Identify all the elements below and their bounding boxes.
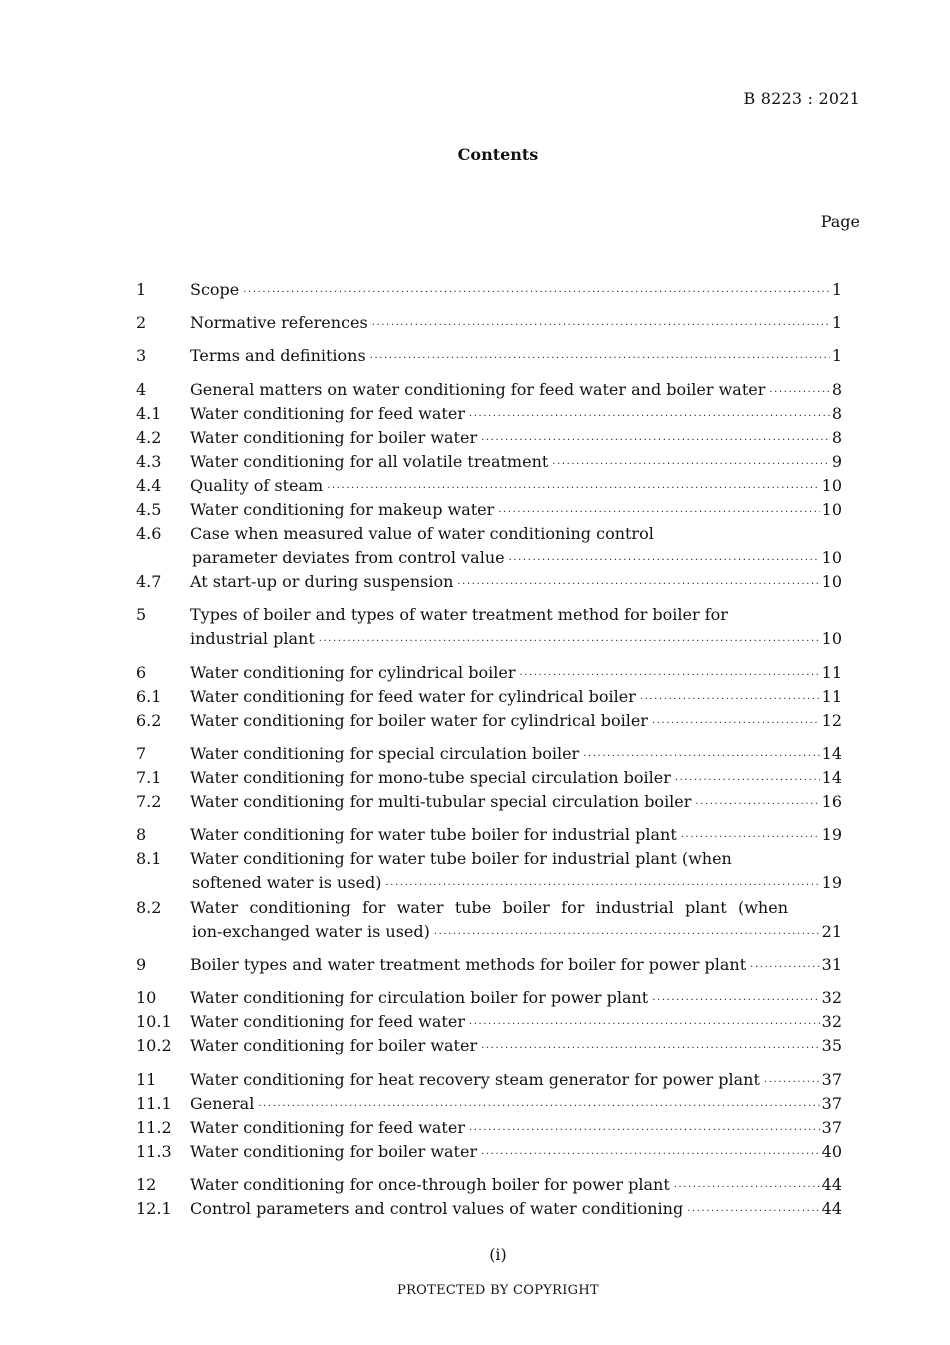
toc-entry-8-1-continued[interactable]: [136, 871, 842, 895]
toc-entry-title: Water conditioning for cylindrical boiler: [190, 663, 516, 682]
toc-entry-title: Water conditioning for water tube boiler for industrial plant (when: [190, 849, 732, 868]
leader-dots: [750, 956, 819, 980]
toc-entry-title: Water conditioning for once-through boiler for power plant: [190, 1175, 670, 1194]
toc-entry-title: Control parameters and control values of water conditioning: [190, 1199, 684, 1218]
toc-entry-7-2[interactable]: [136, 790, 842, 814]
toc-entry-page: 10: [821, 572, 842, 591]
toc-entry-number: 6.1: [136, 687, 162, 706]
toc-entry-4-6[interactable]: [136, 522, 842, 546]
leader-dots: [434, 923, 820, 947]
toc-entry-5[interactable]: [136, 603, 842, 627]
toc-entry-8[interactable]: [136, 823, 842, 847]
toc-entry-12[interactable]: [136, 1173, 842, 1197]
toc-entry-number: 4.2: [136, 428, 162, 447]
toc-entry-number: 8.1: [136, 849, 162, 868]
leader-dots: [243, 281, 830, 305]
toc-entry-number: 10: [136, 988, 157, 1007]
toc-entry-6-2[interactable]: [136, 709, 842, 733]
toc-entry-number: 7: [136, 744, 147, 763]
toc-entry-number: 8: [136, 825, 147, 844]
toc-entry-10-1[interactable]: [136, 1010, 842, 1034]
toc-entry-7[interactable]: [136, 742, 842, 766]
toc-entry-page: 32: [821, 988, 842, 1007]
toc-entry-number: 7.1: [136, 768, 162, 787]
toc-entry-title: Boiler types and water treatment methods for boiler for power plant: [190, 955, 747, 974]
toc-entry-number: 4.6: [136, 524, 162, 543]
toc-entry-title: Normative references: [190, 313, 368, 332]
toc-entry-11-3[interactable]: [136, 1140, 842, 1164]
toc-entry-page: 31: [821, 955, 842, 974]
toc-entry-page: 10: [821, 476, 842, 495]
toc-entry-4-2[interactable]: [136, 426, 842, 450]
toc-entry-number: 4.5: [136, 500, 162, 519]
toc-entry-title: General matters on water conditioning for feed water and boiler water: [190, 380, 766, 399]
toc-entry-page: 10: [821, 629, 842, 648]
toc-entry-number: 10.1: [136, 1012, 172, 1031]
toc-entry-title: Water conditioning for boiler water: [190, 1142, 478, 1161]
toc-entry-4-1[interactable]: [136, 402, 842, 426]
toc-entry-number: 6.2: [136, 711, 162, 730]
toc-entry-title: Water conditioning for boiler water: [190, 1036, 478, 1055]
toc-entry-title: Water conditioning for circulation boiler for power plant: [190, 988, 649, 1007]
toc-entry-number: 12.1: [136, 1199, 172, 1218]
page-column-label: Page: [820, 212, 860, 231]
toc-entry-title: At start-up or during suspension: [190, 572, 454, 591]
toc-entry-number: 11.1: [136, 1094, 172, 1113]
toc-entry-11[interactable]: [136, 1068, 842, 1092]
toc-entry-page: 11: [821, 687, 842, 706]
toc-entry-number: 11.3: [136, 1142, 172, 1161]
toc-entry-page: 10: [821, 548, 842, 567]
toc-entry-page: 8: [831, 380, 842, 399]
toc-entry-number: 9: [136, 955, 147, 974]
leader-dots: [652, 712, 820, 736]
toc-entry-title: Water conditioning for boiler water for cylindrical boiler: [190, 711, 648, 730]
toc-entry-page: 9: [831, 452, 842, 471]
toc-entry-page: 1: [831, 346, 842, 365]
toc-entry-number: 5: [136, 605, 147, 624]
toc-entry-4-7[interactable]: [136, 570, 842, 594]
toc-entry-8-2-continued[interactable]: [136, 920, 842, 944]
leader-dots: [457, 573, 819, 597]
toc-entry-title-continued: softened water is used): [192, 873, 382, 892]
toc-entry-page: 32: [821, 1012, 842, 1031]
toc-entry-page: 16: [821, 792, 842, 811]
toc-entry-page: 8: [831, 428, 842, 447]
toc-entry-title: Water conditioning for feed water for cylindrical boiler: [190, 687, 636, 706]
toc-entry-page: 40: [821, 1142, 842, 1161]
toc-entry-4-3[interactable]: [136, 450, 842, 474]
toc-entry-4[interactable]: [136, 378, 842, 402]
leader-dots: [386, 874, 820, 898]
leader-dots: [370, 347, 830, 371]
toc-entry-title: Water conditioning for feed water: [190, 404, 465, 423]
toc-entry-8-2[interactable]: [136, 896, 842, 920]
leader-dots: [372, 314, 830, 338]
toc-entry-page: 37: [821, 1070, 842, 1089]
toc-entry-page: 37: [821, 1118, 842, 1137]
toc-entry-title: Water conditioning for special circulation boiler: [190, 744, 580, 763]
document-code: B 8223 : 2021: [743, 89, 860, 108]
toc-entry-page: 14: [821, 768, 842, 787]
toc-entry-6-1[interactable]: [136, 685, 842, 709]
toc-entry-title: Water conditioning for mono-tube special circulation boiler: [190, 768, 671, 787]
toc-entry-title-continued: industrial plant: [190, 629, 315, 648]
toc-entry-page: 19: [821, 825, 842, 844]
toc-entry-page: 11: [821, 663, 842, 682]
toc-entry-page: 10: [821, 500, 842, 519]
toc-entry-number: 4.1: [136, 404, 162, 423]
toc-entry-title: Water conditioning for heat recovery steam generator for power plant: [190, 1070, 760, 1089]
toc-entry-number: 4.4: [136, 476, 162, 495]
toc-entry-12-1[interactable]: [136, 1197, 842, 1221]
toc-entry-title: Quality of steam: [190, 476, 324, 495]
toc-entry-title-continued: ion-exchanged water is used): [192, 922, 430, 941]
toc-entry-title: Water conditioning for boiler water: [190, 428, 478, 447]
toc-entry-number: 12: [136, 1175, 157, 1194]
toc-entry-title: General: [190, 1094, 255, 1113]
toc-entry-1[interactable]: [136, 278, 842, 302]
toc-entry-page: 1: [831, 280, 842, 299]
toc-entry-page: 21: [821, 922, 842, 941]
toc-entry-10-2[interactable]: [136, 1034, 842, 1058]
toc-entry-page: 44: [821, 1175, 842, 1194]
toc-entry-page: 35: [821, 1036, 842, 1055]
leader-dots: [481, 1037, 820, 1061]
toc-entry-number: 4.3: [136, 452, 162, 471]
toc-entry-5-continued[interactable]: [136, 627, 842, 651]
toc-entry-page: 8: [831, 404, 842, 423]
toc-entry-title: Water conditioning for makeup water: [190, 500, 495, 519]
toc-entry-title: Types of boiler and types of water treatment method for boiler for: [190, 605, 728, 624]
leader-dots: [481, 1143, 820, 1167]
toc-entry-number: 7.2: [136, 792, 162, 811]
toc-entry-title: Water conditioning for feed water: [190, 1012, 465, 1031]
toc-entry-number: 4: [136, 380, 147, 399]
leader-dots: [687, 1200, 819, 1224]
toc-entry-3[interactable]: [136, 344, 842, 368]
toc-entry-number: 11: [136, 1070, 157, 1089]
toc-entry-11-2[interactable]: [136, 1116, 842, 1140]
toc-entry-10[interactable]: [136, 986, 842, 1010]
toc-entry-page: 37: [821, 1094, 842, 1113]
toc-entry-number: 3: [136, 346, 147, 365]
toc-entry-page: 44: [821, 1199, 842, 1218]
toc-entry-title: Water conditioning for water tube boiler for industrial plant: [190, 825, 677, 844]
toc-entry-9[interactable]: [136, 953, 842, 977]
toc-entry-number: 2: [136, 313, 147, 332]
toc-entry-6[interactable]: [136, 661, 842, 685]
page-title: Contents: [457, 145, 539, 164]
toc-entry-page: 19: [821, 873, 842, 892]
toc-entry-number: 8.2: [136, 898, 162, 917]
toc-entry-title: Water conditioning for feed water: [190, 1118, 465, 1137]
toc-entry-number: 6: [136, 663, 147, 682]
toc-entry-title-continued: parameter deviates from control value: [192, 548, 505, 567]
toc-entry-page: 1: [831, 313, 842, 332]
toc-entry-page: 14: [821, 744, 842, 763]
toc-entry-4-5[interactable]: [136, 498, 842, 522]
toc-entry-title: Case when measured value of water conditioning control: [190, 524, 654, 543]
toc-entry-title: Water conditioning for multi-tubular special circulation boiler: [190, 792, 692, 811]
toc-entry-title: Terms and definitions: [190, 346, 366, 365]
toc-entry-4-6-continued[interactable]: [136, 546, 842, 570]
toc-entry-7-1[interactable]: [136, 766, 842, 790]
toc-entry-title: Water conditioning for water tube boiler for industrial plant (when: [190, 898, 788, 917]
toc-entry-4-4[interactable]: [136, 474, 842, 498]
toc-entry-number: 4.7: [136, 572, 162, 591]
toc-entry-title: Water conditioning for all volatile treatment: [190, 452, 549, 471]
toc-entry-number: 10.2: [136, 1036, 172, 1055]
leader-dots: [319, 630, 820, 654]
toc-entry-2[interactable]: [136, 311, 842, 335]
toc-entry-number: 1: [136, 280, 147, 299]
toc-entry-8-1[interactable]: [136, 847, 842, 871]
toc-entry-11-1[interactable]: [136, 1092, 842, 1116]
leader-dots: [695, 793, 819, 817]
toc-entry-number: 11.2: [136, 1118, 172, 1137]
page-number: (i): [489, 1245, 507, 1264]
toc-entry-title: Scope: [190, 280, 240, 299]
toc-entry-page: 12: [821, 711, 842, 730]
copyright-notice: PROTECTED BY COPYRIGHT: [397, 1283, 599, 1298]
